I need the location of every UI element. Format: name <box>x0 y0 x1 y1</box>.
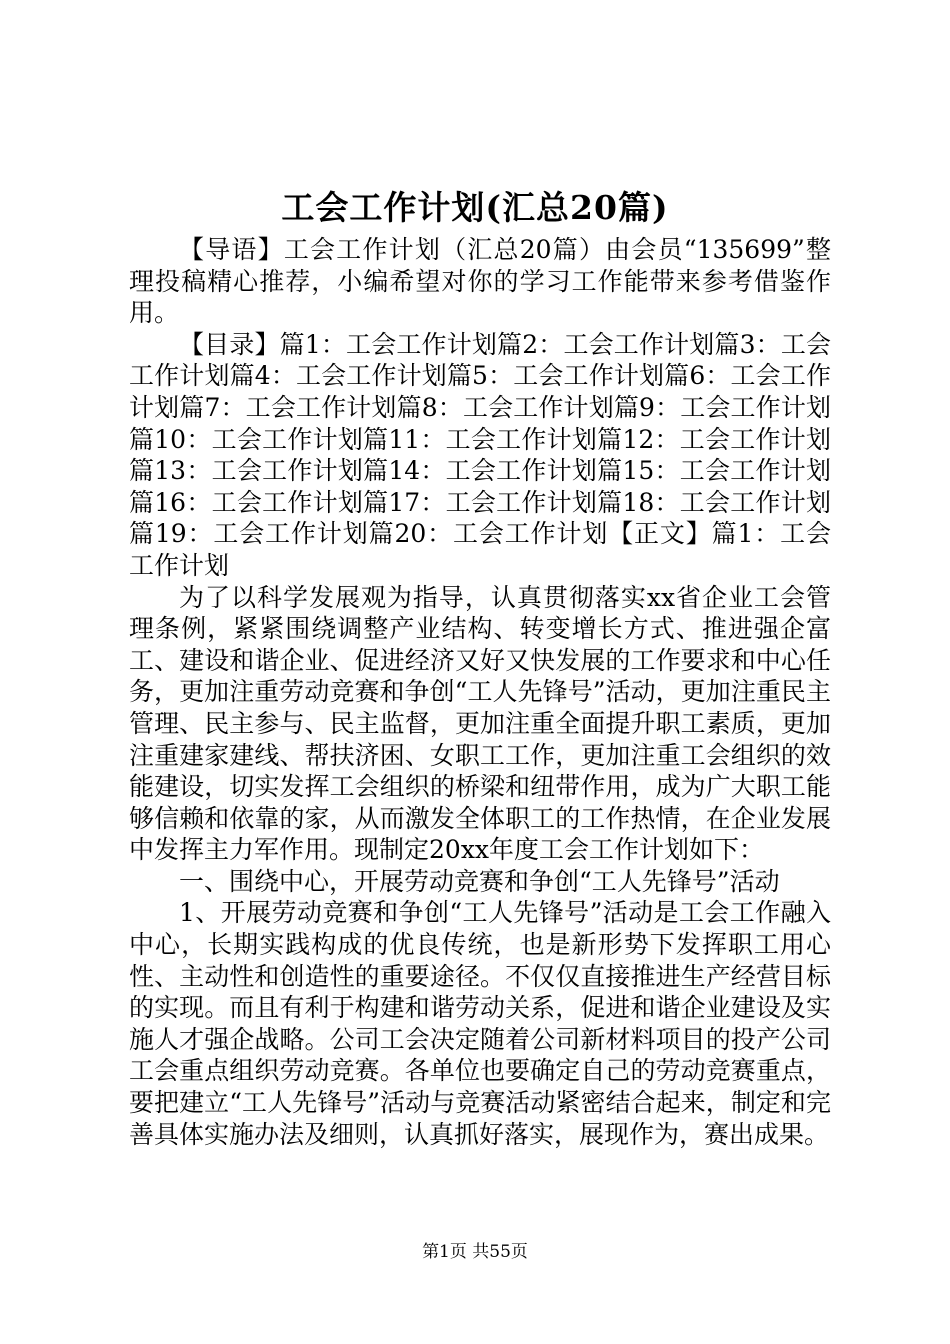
intro-paragraph: 【导语】工会工作计划（汇总20篇）由会员“135699”整理投稿精心推荐，小编希望对你的学习工作能带来参考借鉴作用。 <box>129 235 831 328</box>
section-heading: 一、围绕中心，开展劳动竞赛和争创“工人先锋号”活动 <box>179 866 780 896</box>
toc-paragraph: 【目录】篇1：工会工作计划篇2：工会工作计划篇3：工会工作计划篇4：工会工作计划篇5：工会工作计划篇6：工会工作计划篇7：工会工作计划篇8：工会工作计划篇9：工会工作计划篇10：工会工作计划篇11：工会工作计划篇12：工会工作计划篇13：工会工作计划篇14：工会工作计划篇15：工会工作计划篇16：工会工作计划篇17：工会工作计划篇18：工会工作计划篇19：工会工作计划篇20：工会工作计划【正文】篇1：工会工作计划 <box>129 329 831 580</box>
document-body <box>129 234 831 1150</box>
page-footer: 第1页 共55页 <box>422 1242 528 1262</box>
body-paragraph: 为了以科学发展观为指导，认真贯彻落实xx省企业工会管理条例，紧紧围绕调整产业结构、转变增长方式、推进强企富工、建设和谐企业、促进经济又好又快发展的工作要求和中心任务，更加注重劳动竞赛和争创“工人先锋号”活动，更加注重民主管理、民主参与、民主监督，更加注重全面提升职工素质，更加注重建家建线、帮扶济困、女职工工作，更加注重工会组织的效能建设，切实发挥工会组织的桥梁和纽带作用，成为广大职工能够信赖和依靠的家，从而激发全体职工的工作热情，在企业发展中发挥主力军作用。现制定20xx年度工会工作计划如下： <box>129 582 831 865</box>
document-title: 工会工作计划(汇总20篇) <box>281 188 669 227</box>
body-paragraph: 1、开展劳动竞赛和争创“工人先锋号”活动是工会工作融入中心，长期实践构成的优良传统，也是新形势下发挥职工用心性、主动性和创造性的重要途径。不仅仅直接推进生产经营目标的实现。而且有利于构建和谐劳动关系，促进和谐企业建设及实施人才强企战略。公司工会决定随着公司新材料项目的投产公司工会重点组织劳动竞赛。各单位也要确定自己的劳动竞赛重点，要把建立“工人先锋号”活动与竞赛活动紧密结合起来，制定和完善具体实施办法及细则，认真抓好落实，展现作为，赛出成果。 <box>129 898 831 1149</box>
